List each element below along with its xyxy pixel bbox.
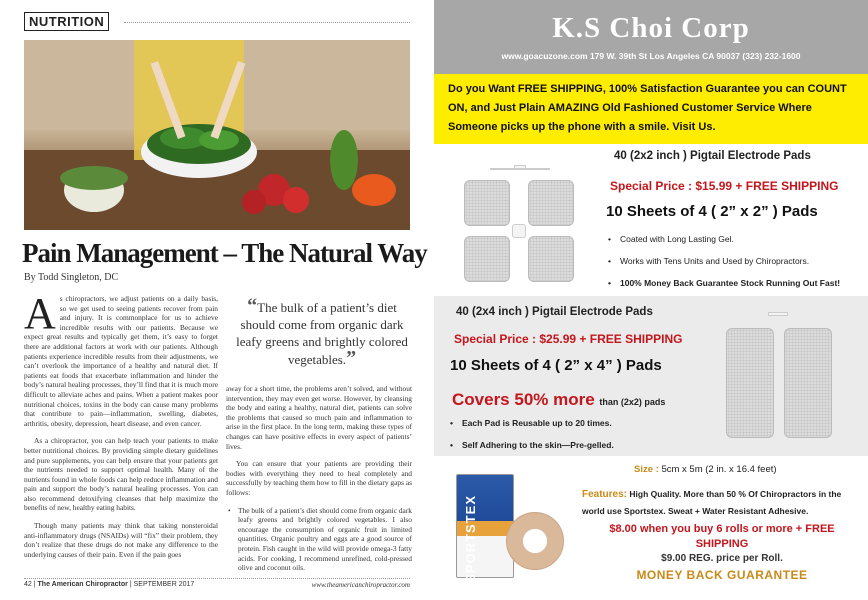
tape-package	[456, 474, 514, 583]
bulk-offer: $8.00 when you buy 6 rolls or more + FREE SHIPPING	[609, 523, 835, 550]
advertisement-page	[434, 0, 868, 600]
page-footer: 42 | The American Chiropractor | SEPTEMBER 2017 www.theamericanchiropractor.com	[24, 578, 410, 588]
size-label: Size :	[634, 464, 659, 475]
open-quote-icon: “	[247, 295, 258, 317]
pull-quote	[232, 295, 412, 369]
paragraph: You can ensure that your patients are providing their bodies with everything they need to heal completely and successfully by teaching them how to fill in the dietary gaps as follows:	[226, 459, 412, 497]
article-column-2	[226, 384, 412, 581]
size-value: 5cm x 5m (2 in. x 16.4 feet)	[661, 464, 777, 475]
bullet-paragraph: • The bulk of a patient’s diet should come from organic dark leafy greens and brightly colored vegetables. I also encourage the consumption of organic fruit in limited quantities. Organic poultry and eggs are a good source of protein. Fish caught in the wild will provide omega-3 fatty acids. For cooking, I recommend unrefined, cold-pressed olive and coconut oils.	[226, 506, 412, 573]
product-features	[606, 234, 840, 300]
company-name: K.S Choi Corp	[552, 12, 750, 44]
company-contact[interactable]: www.goacuzone.com 179 W. 39th St Los Angeles CA 90037 (323) 232-1600	[501, 51, 801, 61]
features-label: Features:	[582, 489, 628, 500]
tape-features	[582, 486, 862, 520]
product-quantity: 10 Sheets of 4 ( 2” x 2” ) Pads	[606, 203, 818, 220]
pull-quote-text: The bulk of a patient’s diet should come from organic dark leafy greens and brightly colored vegetables.	[236, 300, 408, 367]
coverage-claim	[452, 390, 665, 410]
article-headline: Pain Management – The Natural Way	[22, 238, 427, 268]
footer-url[interactable]: www.theamericanchiropractor.com	[311, 581, 410, 589]
publication-name: The American Chiropractor	[37, 581, 128, 588]
feature-item: • Self Adhering to the skin—Pre-gelled.	[448, 440, 614, 450]
close-quote-icon: ”	[346, 347, 357, 369]
article-column-1	[24, 289, 218, 567]
paragraph: Though many patients may think that taking nonsteroidal anti-inflammatory drugs (NSAIDs) will “fix” their problem, they don’t realize that these drugs do not make any difference to the underlying causes of their pain. Even if the pain goes	[24, 521, 218, 559]
ad-header	[434, 0, 868, 74]
feature-item: • Coated with Long Lasting Gel.	[606, 234, 840, 244]
section-label: NUTRITION	[24, 12, 109, 31]
drop-cap: A	[24, 289, 56, 338]
byline: By Todd Singleton, DC	[24, 272, 119, 283]
feature-item: • 100% Money Back Guarantee Stock Running Out Fast!	[606, 278, 840, 288]
salad-photo	[24, 40, 410, 230]
product-title: 40 (2x2 inch ) Pigtail Electrode Pads	[614, 150, 811, 162]
tape-roll	[506, 512, 564, 570]
product-price: Special Price : $25.99 + FREE SHIPPING	[454, 332, 683, 346]
tape-size	[634, 464, 777, 475]
features-text: High Quality. More than 50 % Of Chiropractors in the world use Sportstex. Sweat + Water Resistant Adhesive.	[582, 489, 842, 516]
regular-price: $9.00 REG. price per Roll.	[661, 553, 783, 564]
product-price: Special Price : $15.99 + FREE SHIPPING	[610, 179, 839, 193]
product-features	[448, 418, 614, 462]
paragraph: s chiropractors, we adjust patients on a daily basis, so we get used to seeing patients recover from pain and injury. It is commonplace for us to achieve incredible results with our patients. Because we expect great results and typically get them, it’s easy to forget there are additional factors at work with our patients. Although patients experience incredible results from their adjustments, we can’t overlook the importance of a healthy and natural diet. If patients eat foods that exacerbate inflammation and hinder the body’s natural healing processes, they’ll find that it is much more difficult to alleviate aches and pains. When a patient makes poor nutritional choices, toxins in the body can cause many problems that contribute to pain—inflammation, swelling, diabetes, arthritis, obesity, depression, heart disease, and even cancer.	[24, 294, 218, 428]
feature-item: • Works with Tens Units and Used by Chiropractors.	[606, 256, 840, 266]
salad-illustration	[24, 40, 410, 230]
tape-brand: SPORTSTEX	[463, 495, 478, 583]
product-title: 40 (2x4 inch ) Pigtail Electrode Pads	[456, 306, 653, 318]
feature-item: • Each Pad is Reusable up to 20 times.	[448, 418, 614, 428]
money-back-guarantee: MONEY BACK GUARANTEE	[636, 568, 808, 582]
product-quantity: 10 Sheets of 4 ( 2” x 4” ) Pads	[450, 357, 662, 374]
paragraph: As a chiropractor, you can help teach your patients to make better nutritional choices. By providing simple dietary guidelines and pure supplements, you can help ensure that your patients get the nutrients needed to support optimal health. Many of the nutrients found in whole foods can help reduce inflammation and pain and support the body’s natural healing processes. You can also recommend detoxifying cleanses that help maximize the benefits of new, healthy eating habits.	[24, 436, 218, 513]
section-divider	[124, 22, 410, 23]
coverage-highlight: Covers 50% more	[452, 390, 595, 409]
page-number: 42	[24, 581, 32, 588]
sportstex-tape-image	[456, 470, 566, 588]
paragraph: away for a short time, the problems aren’t solved, and without intervention, they may even get worse. However, by cleansing the body and eating a healthy, natural diet, patients can solve the problems that caused so much pain and inflammation to arise in the first place. In the long term, making these types of changes can have positive effects in every aspect of patients’ lives.	[226, 384, 412, 451]
coverage-suffix: than (2x2) pads	[599, 397, 666, 407]
issue-date: SEPTEMBER 2017	[133, 581, 195, 588]
promo-banner: Do you Want FREE SHIPPING, 100% Satisfaction Guarantee you can COUNT ON, and Just Plain AMAZING Old Fashioned Customer Service Where Someone picks up the phone with a smile. Visit Us.	[434, 74, 868, 144]
